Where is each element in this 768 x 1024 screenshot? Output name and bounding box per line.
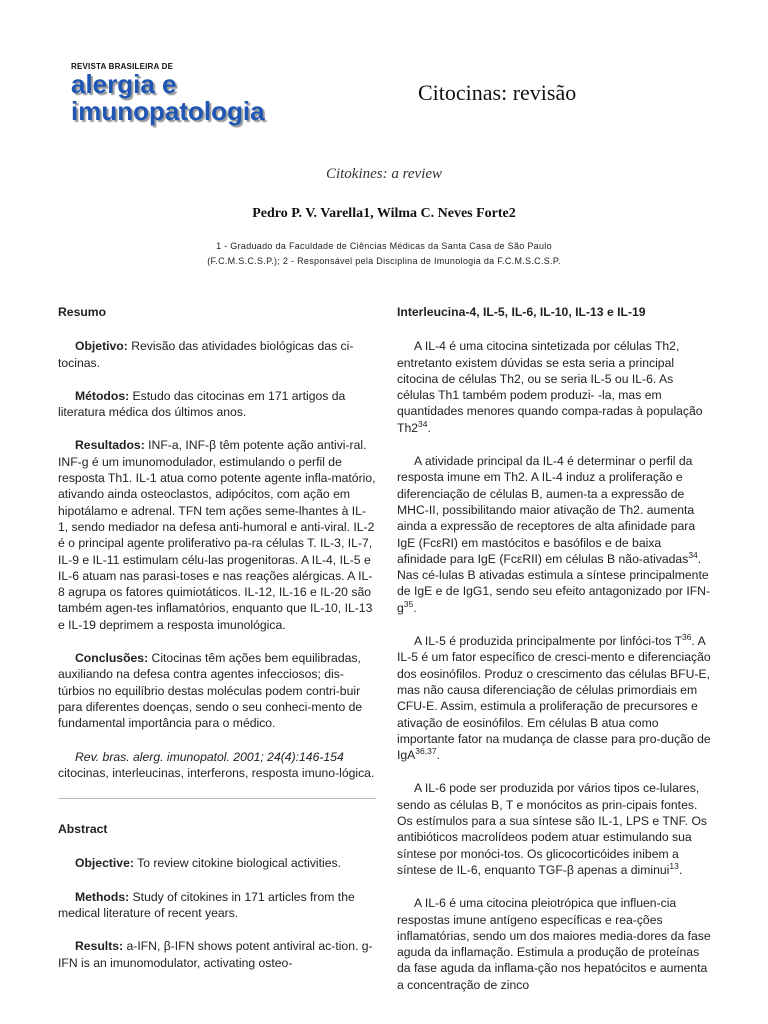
objetivo-text: Revisão das atividades biológicas das ci-tocinas. bbox=[58, 339, 354, 370]
resumo-metodos bbox=[58, 388, 376, 421]
left-column bbox=[58, 304, 376, 988]
abstract-objective bbox=[58, 855, 376, 871]
article-subtitle: Citokines: a review bbox=[325, 166, 443, 182]
objective-text: To review citokine biological activities. bbox=[133, 856, 341, 871]
abstract-results bbox=[58, 938, 376, 971]
p3b-text: . A IL-5 é um fator específico de cresci-mento e diferenciação dos eosinófilos. Produz o crescimento das células BFU-E, mas não causa diferenciação de células primordiais em CFU-E. Assim, estimula a proliferação de precursores e ativação de eosinófilos. Em células B atua como importante fator na mudança de classe para pro-dução de IgA bbox=[397, 634, 711, 763]
paragraph-il4-activity: A atividade principal da IL-4 é determinar o perfil da resposta imune em Th2. A IL-4 induz a proliferação e diferenciação de células B, aumen-ta a expressão de MHC-II, possibilitando maior ativação de Th2. aumenta ainda a expressão de receptores de alta afinidade para IgE (FcεRI) em mastócitos e basófilos e de baixa afinidade para IgE (FcεRII) em células B não-ativadas$^{34}$. Nas cé-lulas B ativadas estimula a síntese principalmente de IgE e de IgG1, sendo seu efeito antagonizado por IFN-$g^{35}$. bbox=[397, 454, 711, 615]
results-text: a-IFN, β-IFN shows potent antiviral ac-tion. g-IFN is an imunomodulator, activating osteo- bbox=[58, 939, 373, 970]
p2b-text: . Nas cé-lulas B ativadas estimula a síntese principalmente de IgE e de IgG1, sendo seu efeito antagonizado por IFN-g bbox=[397, 551, 711, 615]
methods-text: Study of citokines in 171 articles from the medical literature of recent years. bbox=[58, 889, 355, 921]
masthead-line1: alergia e bbox=[71, 69, 177, 99]
article-title: Citocinas: revisão bbox=[418, 80, 577, 105]
resumo-resultados bbox=[58, 437, 376, 633]
masthead-small: REVISTA BRASILEIRA DE bbox=[71, 62, 174, 71]
affiliation-line-1: 1 - Graduado da Faculdade de Ciências Médicas da Santa Casa de São Paulo bbox=[216, 241, 552, 251]
affiliations bbox=[0, 239, 768, 269]
p1-text: A IL-4 é uma citocina sintetizada por células Th2, entretanto existem dúvidas se esta seria a principal citocina de células Th2, ou se seria IL-5 ou IL-6. As células Th1 também podem produzi- -la, mas em quantidades menores quando compa-radas à população Th2 bbox=[397, 339, 703, 435]
resultados-label: Resultados: bbox=[75, 438, 145, 453]
p5-text: A IL-6 é uma citocina pleiotrópica que influen-cia respostas imune antígeno específicas e rea-ções inflamatórias, sendo um dos maiores media-dores da fase aguda da inflamação. Estimula a produção de proteínas da fase aguda da inflama-ção nos hepatócitos e aumenta a concentração de zinco bbox=[397, 896, 711, 992]
resumo-citation bbox=[58, 749, 376, 782]
metodos-label: Métodos: bbox=[75, 388, 130, 403]
masthead-line2: imunopatologia bbox=[71, 96, 265, 126]
methods-label: Methods: bbox=[75, 889, 130, 904]
journal-masthead bbox=[71, 62, 265, 125]
resumo-conclusoes bbox=[58, 650, 376, 731]
p4-text: A IL-6 pode ser produzida por vários tipos ce-lulares, sendo as células B, T e monócitos as prin-cipais fontes. Os estímulos para a sua síntese são IL-1, LPS e TNF. Os antibióticos macrolídeos podem atuar estimulando sua síntese por monóci-tos. Os glicocorticóides inibem a síntese de IL-6, enquanto TGF-β apenas a diminui bbox=[397, 781, 708, 877]
p2a-text: A atividade principal da IL-4 é determinar o perfil da resposta imune em Th2. A IL-4 induz a proliferação e diferenciação de células B, aumen-ta a expressão de MHC-II, possibilitando maior ativação de Th2. aumenta ainda a expressão de receptores de alta afinidade para IgE (FcεRI) em mastócitos e basófilos e de baixa afinidade para IgE (FcεRII) em células B não-ativadas bbox=[397, 454, 696, 566]
section-heading-interleucinas: Interleucina-4, IL-5, IL-6, IL-10, IL-13 e IL-19 bbox=[397, 305, 646, 319]
paragraph-il6-pleiotropic bbox=[397, 895, 712, 993]
results-label: Results: bbox=[75, 939, 124, 954]
metodos-text: Estudo das citocinas em 171 artigos da literatura médica dos últimos anos. bbox=[58, 388, 346, 420]
ref-sup: 36,37 bbox=[415, 746, 437, 757]
abstract-methods bbox=[58, 889, 376, 922]
conclusoes-text: Citocinas têm ações bem equilibradas, auxiliando na defesa contra agentes infecciosos; dis-túrbios no equilíbrio destas moléculas podem contri-buir para diferentes doenças, sendo o seu conheci-mento de fundamental importância para o médico. bbox=[58, 651, 363, 731]
ref-sup: 36 bbox=[682, 631, 692, 642]
ref-sup: 34 bbox=[418, 418, 428, 429]
abstract-heading: Abstract bbox=[58, 822, 108, 837]
resumo-heading: Resumo bbox=[58, 305, 107, 319]
objective-label: Objective: bbox=[75, 856, 134, 871]
conclusoes-label: Conclusões: bbox=[75, 651, 149, 666]
paragraph-il4-intro: A IL-4 é uma citocina sintetizada por células Th2, entretanto existem dúvidas se esta seria a principal citocina de células Th2, ou se seria IL-5 ou IL-6. As células Th1 também podem produzi- -la, mas em quantidades menores quando compa-radas à população $Th2^{34}$. bbox=[397, 339, 703, 435]
objetivo-label: Objetivo: bbox=[75, 339, 128, 354]
affiliation-line-2: (F.C.M.S.C.S.P.); 2 - Responsável pela Disciplina de Imunologia da F.C.M.S.C.S.P. bbox=[207, 256, 561, 266]
citation-text: Rev. bras. alerg. imunopatol. 2001; 24(4):146-154 bbox=[75, 749, 344, 764]
right-column bbox=[397, 304, 712, 1010]
paragraph-il6-sources: A IL-6 pode ser produzida por vários tipos ce-lulares, sendo as células B, T e monócitos as prin-cipais fontes. Os estímulos para a sua síntese são IL-1, LPS e TNF. Os antibióticos macrolídeos podem atuar estimulando sua síntese por monóci-tos. Os glicocorticóides inibem a síntese de IL-6, enquanto TGF-β apenas a diminui$^{13}$. bbox=[397, 781, 708, 877]
ref-sup: 34 bbox=[688, 549, 698, 560]
ref-sup: 13 bbox=[669, 860, 679, 871]
section-divider bbox=[58, 798, 376, 799]
resultados-text: INF-a, INF-β têm potente ação antivi-ral. INF-g é um imunomodulador, estimulando o perfil de resposta Th1. IL-1 atua como potente agente infla-matório, ativando ainda osteoclastos, adipócitos, com ação em hipotálamo e adrenal. TFN tem ações seme-lhantes à IL-1, sendo mediador na defesa anti-humoral e anti-viral. IL-2 é o principal agente proliferativo pa-ra células T. IL-3, IL-7, IL-9 e IL-11 estimulam célu-las progenitoras. A IL-4, IL-5 e IL-6 atuam nas parasi-toses e nas reações alérgicas. A IL-8 agrupa os fatores quimiotáticos. IL-12, IL-16 e IL-20 são também agen-tes inflamatórios, enquanto que IL-10, IL-13 e IL-19 deprimem a resposta imunológica. bbox=[58, 438, 376, 632]
resumo-objetivo bbox=[58, 338, 376, 371]
ref-sup: 35 bbox=[403, 598, 414, 609]
paragraph-il5: A IL-5 é produzida principalmente por linfóci-tos $T^{36}$. A IL-5 é um fator específico de cresci-mento e diferenciação dos eosinófilos. Produz o crescimento das células BFU-E, mas não causa diferenciação de células primordiais em CFU-E. Assim, estimula a proliferação de precursores e ativação de eosinófilos. Em células B atua como importante fator na mudança de classe para pro-dução de IgA$^{36,37}$. bbox=[397, 631, 711, 763]
authors: Pedro P. V. Varella1, Wilma C. Neves Forte2 bbox=[252, 206, 516, 221]
p3a-text: A IL-5 é produzida principalmente por linfóci-tos T bbox=[414, 634, 683, 649]
keywords-text: citocinas, interleucinas, interferons, resposta imuno-lógica. bbox=[58, 765, 375, 780]
